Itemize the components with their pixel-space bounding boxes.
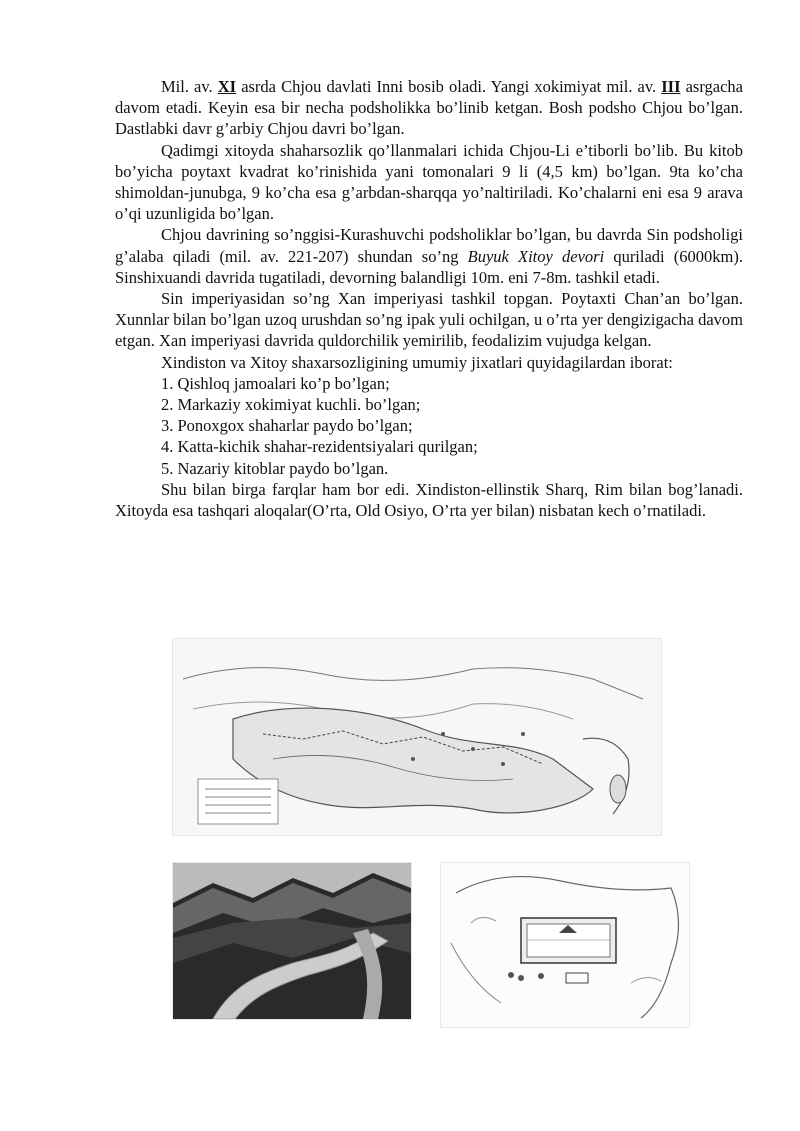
paragraph-2: Qadimgi xitoyda shaharsozlik qo’llanmalari ichida Chjou-Li e’tiborli bo’lib. Bu kitob bo’yicha poytaxt kvadrat ko’rinishida yani tomonalari 9 li (4,5 km) bo’lgan. 9ta ko’cha shimoldan-junubga, 9 ko’cha esa g’arbdan-sharqqa yo’naltiriladi. Ko’chalarni eni esa 9 arava o’qi uzunligida bo’lgan. bbox=[115, 140, 743, 224]
list-item: 2. Markaziy xokimiyat kuchli. bo’lgan; bbox=[161, 395, 421, 415]
text: Chjou davrining so’nggisi-Kurashuvchi podsholiklar bo’lgan, bu davrda Sin podsholigi g’alaba qiladi (mil. av. 221-207) shundan so’ng bbox=[115, 225, 743, 266]
century-iii: III bbox=[661, 77, 681, 96]
china-map-image bbox=[172, 638, 662, 836]
paragraph-1 bbox=[115, 76, 743, 140]
paragraph-4: Sin imperiyasidan so’ng Xan imperiyasi tashkil topgan. Poytaxti Chan’an bo’lgan. Xunnlar bilan bo’lgan uzoq urushdan so’ng ipak yuli ochilgan, u o’rta yer dengizigacha davom etgan. Xan imperiyasi davrida quldorchilik yemirilib, feodalizim vujudga kelgan. bbox=[115, 289, 743, 351]
text: quriladi (6000km). Sinshixuandi davrida tugatiladi, devorning balandligi 10m. eni 7-8m. tashkil etadi. bbox=[115, 246, 743, 287]
list-item: 1. Qishloq jamoalari ko’p bo’lgan; bbox=[161, 373, 390, 393]
paragraph-5: Xindiston va Xitoy shaxarsozligining umumiy jixatlari quyidagilardan iborat: bbox=[161, 352, 673, 372]
great-wall-term: Buyuk Xitoy devori bbox=[467, 246, 605, 266]
map-illustration-icon bbox=[173, 639, 661, 835]
paragraph-3 bbox=[115, 224, 743, 288]
paragraph-6: Shu bilan birga farqlar ham bor edi. Xindiston-ellinstik Sharq, Rim bilan bog’lanadi. Xitoyda esa tashqari aloqalar(O’rta, Old Osiyo, O’rta yer bilan) nisbatan kech o’rnatiladi. bbox=[115, 479, 743, 521]
great-wall-photo bbox=[172, 862, 412, 1020]
document-body bbox=[115, 76, 743, 521]
text: asrgacha davom etadi. Keyin esa bir necha podsholikka bo’linib ketgan. Bosh podsho Chjou bo’lgan. Dastlabki davr g’arbiy Chjou davri bo’lgan. bbox=[115, 77, 743, 139]
list-item: 4. Katta-kichik shahar-rezidentsiyalari qurilgan; bbox=[161, 437, 478, 457]
great-wall-photo-icon bbox=[173, 863, 411, 1019]
list-item: 3. Ponoxgox shaharlar paydo bo’lgan; bbox=[161, 416, 413, 436]
city-plan-drawing-icon bbox=[441, 863, 689, 1027]
text: asrda Chjou davlati Inni bosib oladi. Yangi xokimiyat mil. av. bbox=[236, 77, 662, 96]
list-item: 5. Nazariy kitoblar paydo bo’lgan. bbox=[161, 458, 389, 478]
city-plan-drawing bbox=[440, 862, 690, 1028]
text: Mil. av. bbox=[161, 77, 218, 96]
century-xi: XI bbox=[217, 77, 237, 96]
